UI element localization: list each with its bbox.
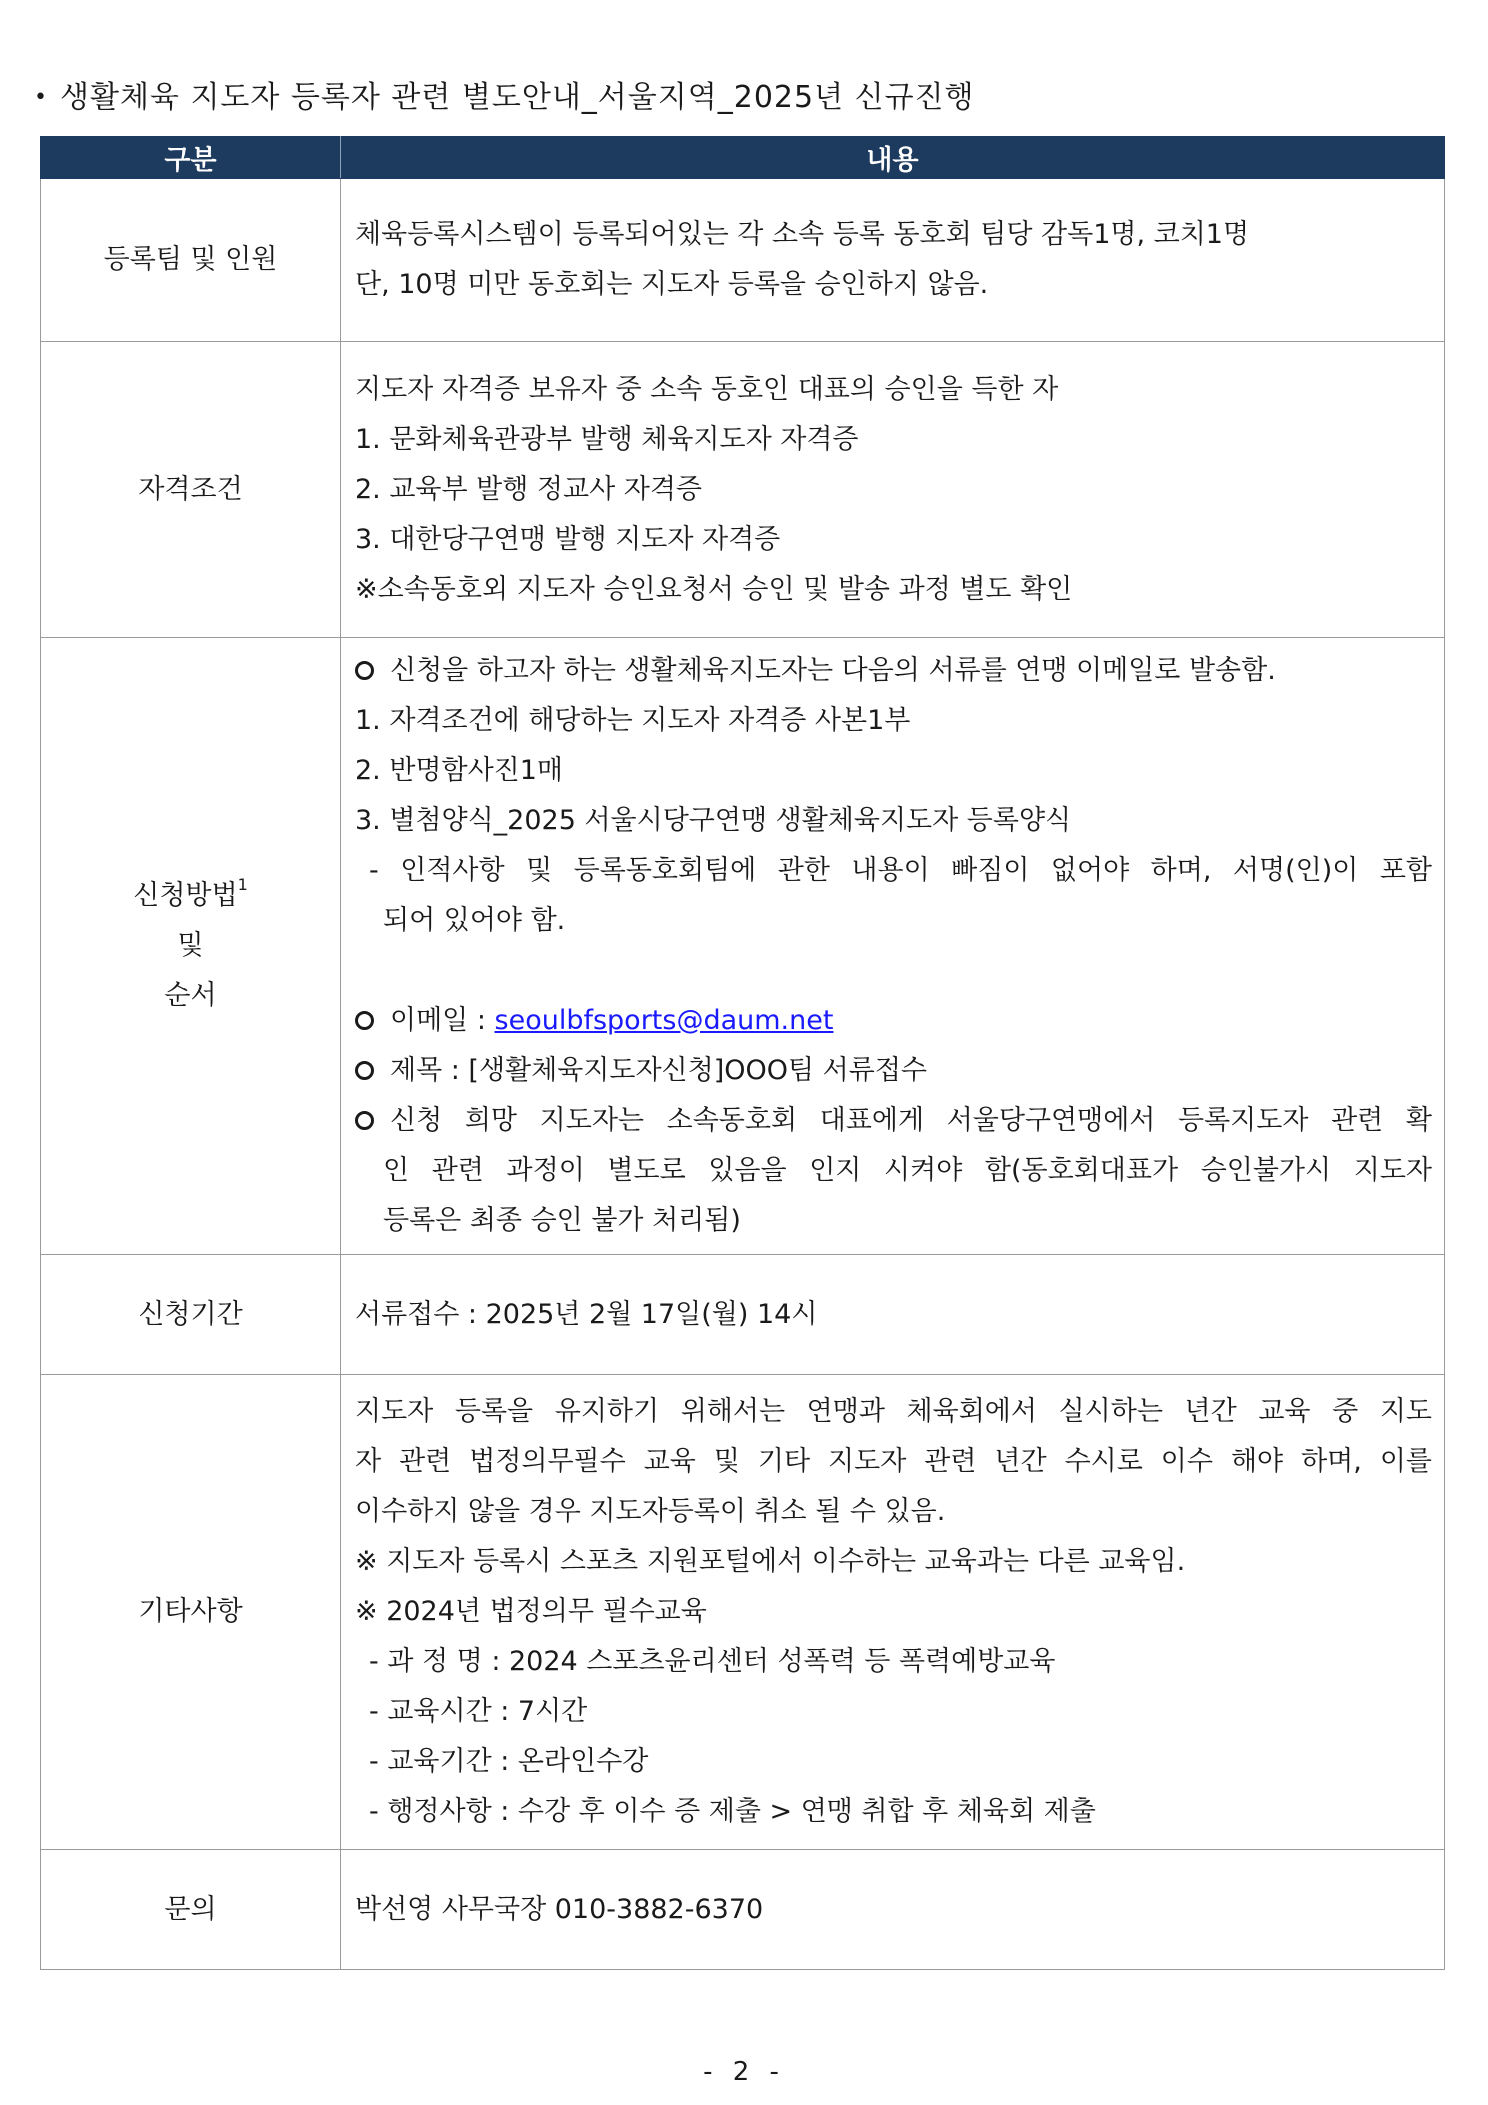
other-line-2: 자 관련 법정의무필수 교육 및 기타 지도자 관련 년간 수시로 이수 해야 하며, 이를 (355, 1446, 1432, 1477)
qualification-line-2: 1. 문화체육관광부 발행 체육지도자 자격증 (355, 423, 859, 455)
section-heading (34, 74, 975, 122)
other-detail-3: - 교육기간 : 온라인수강 (369, 1746, 649, 1777)
method-note-line2: 되어 있어야 함. (383, 905, 566, 936)
method-item-1: 1. 자격조건에 해당하는 지도자 자격증 사본1부 (355, 705, 911, 736)
contact-text: 박선영 사무국장 010-3882-6370 (355, 1893, 764, 1925)
footnote-marker: 1 (237, 875, 248, 894)
method-notice-line3: 등록은 최종 승인 불가 처리됨) (383, 1205, 741, 1236)
heading-bullet: • (34, 85, 48, 110)
row-content-period (341, 1255, 1445, 1375)
circle-bullet-icon (355, 1011, 374, 1030)
method-label-line2: 및 (177, 930, 204, 961)
table-header-row (41, 137, 1445, 179)
method-notice-line1 (355, 1096, 1432, 1146)
qualification-line-1: 지도자 자격증 보유자 중 소속 동호인 대표의 승인을 득한 자 (355, 373, 1059, 405)
row-label-other: 기타사항 (41, 1375, 341, 1850)
other-detail-4: - 행정사항 : 수강 후 이수 증 제출 > 연맹 취합 후 체육회 제출 (369, 1796, 1096, 1827)
table-row-contact (41, 1850, 1445, 1970)
row-label-method (41, 638, 341, 1255)
qualification-line-3: 2. 교육부 발행 정교사 자격증 (355, 473, 702, 505)
heading-text: 생활체육 지도자 등록자 관련 별도안내_서울지역_2025년 신규진행 (59, 80, 975, 115)
method-label-line1: 신청방법 (133, 880, 238, 911)
table-row-method (41, 638, 1445, 1255)
method-label-line3: 순서 (164, 980, 217, 1011)
row-content-other (341, 1375, 1445, 1850)
row-content-contact (341, 1850, 1445, 1970)
row-label-contact: 문의 (41, 1850, 341, 1970)
row-label-qualification: 자격조건 (41, 342, 341, 638)
other-line-3: 이수하지 않을 경우 지도자등록이 취소 될 수 있음. (355, 1496, 946, 1527)
qualification-line-4: 3. 대한당구연맹 발행 지도자 자격증 (355, 523, 781, 555)
team-line-2: 단, 10명 미만 동호회는 지도자 등록을 승인하지 않음. (355, 269, 989, 300)
other-line-5: ※ 2024년 법정의무 필수교육 (355, 1596, 707, 1627)
other-line-4: ※ 지도자 등록시 스포츠 지원포털에서 이수하는 교육과는 다른 교육임. (355, 1546, 1186, 1577)
row-content-team (341, 179, 1445, 342)
other-line-1: 지도자 등록을 유지하기 위해서는 연맹과 체육회에서 실시하는 년간 교육 중 지도 (355, 1396, 1432, 1427)
method-intro-text: 신청을 하고자 하는 생활체육지도자는 다음의 서류를 연맹 이메일로 발송함. (390, 655, 1276, 686)
method-email (355, 996, 1432, 1046)
circle-bullet-icon (355, 661, 374, 680)
method-item-2: 2. 반명함사진1매 (355, 755, 564, 786)
header-content: 내용 (341, 137, 1445, 179)
info-table (40, 136, 1445, 1970)
page-number: - 2 - (703, 2057, 785, 2087)
qualification-line-5: ※소속동호외 지도자 승인요청서 승인 및 발송 과정 별도 확인 (355, 573, 1073, 605)
table-row-team (41, 179, 1445, 342)
row-label-team: 등록팀 및 인원 (41, 179, 341, 342)
header-category: 구분 (41, 137, 341, 179)
table-row-other (41, 1375, 1445, 1850)
period-text: 서류접수 : 2025년 2월 17일(월) 14시 (355, 1298, 818, 1330)
circle-bullet-icon (355, 1061, 374, 1080)
email-label: 이메일 : (390, 1005, 495, 1036)
other-detail-1: - 과 정 명 : 2024 스포츠윤리센터 성폭력 등 폭력예방교육 (369, 1646, 1056, 1677)
table-row-qualification (41, 342, 1445, 638)
circle-bullet-icon (355, 1111, 374, 1130)
other-detail-2: - 교육시간 : 7시간 (369, 1696, 588, 1727)
subject-text: 제목 : [생활체육지도자신청]OOO팀 서류접수 (390, 1055, 927, 1086)
method-notice-line2: 인 관련 과정이 별도로 있음을 인지 시켜야 함(동호회대표가 승인불가시 지도자 (383, 1155, 1432, 1186)
row-content-method (341, 638, 1445, 1255)
notice-text-1: 신청 희망 지도자는 소속동호회 대표에게 서울당구연맹에서 등록지도자 관련 확 (390, 1105, 1432, 1136)
table-row-period (41, 1255, 1445, 1375)
method-note-line1: - 인적사항 및 등록동호회팀에 관한 내용이 빠짐이 없어야 하며, 서명(인)이 포함 (369, 855, 1432, 886)
email-link[interactable]: seoulbfsports@daum.net (494, 1005, 834, 1036)
spacer (355, 946, 1432, 996)
team-line-1: 체육등록시스템이 등록되어있는 각 소속 등록 동호회 팀당 감독1명, 코치1명 (355, 219, 1250, 250)
row-content-qualification (341, 342, 1445, 638)
method-intro (355, 646, 1432, 696)
row-label-period: 신청기간 (41, 1255, 341, 1375)
method-item-3: 3. 별첨양식_2025 서울시당구연맹 생활체육지도자 등록양식 (355, 805, 1072, 836)
method-subject (355, 1046, 1432, 1096)
